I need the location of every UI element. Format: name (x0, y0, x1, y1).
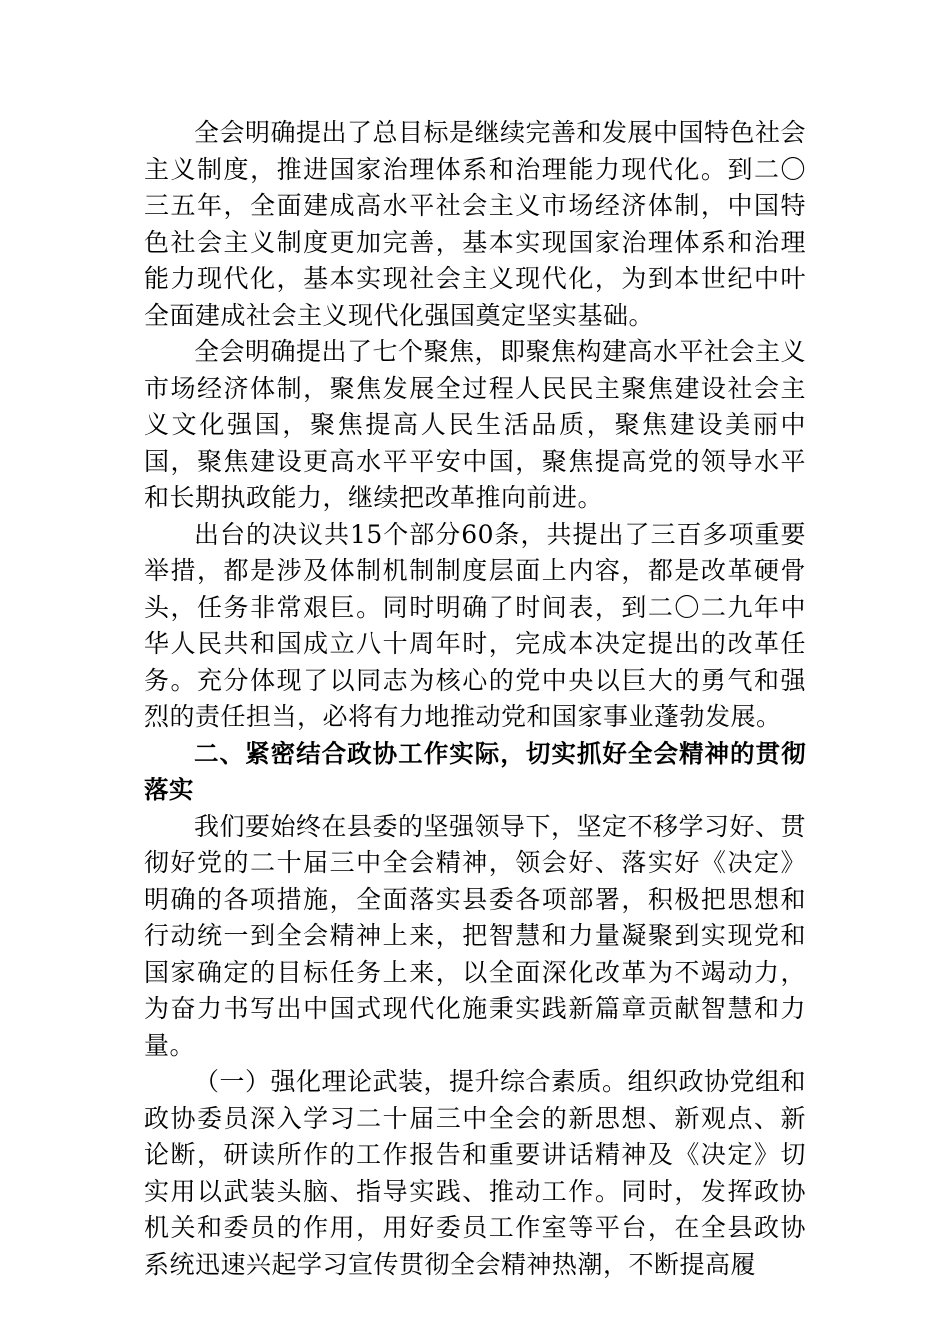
document-page (144, 115, 806, 1283)
paragraph-overall-goal: 全会明确提出了总目标是继续完善和发展中国特色社会主义制度，推进国家治理体系和治理能力现代化。到二〇三五年，全面建成高水平社会主义市场经济体制，中国特色社会主义制度更加完善，基本实现国家治理体系和治理能力现代化，基本实现社会主义现代化，为到本世纪中叶全面建成社会主义现代化强国奠定坚实基础。 (144, 118, 807, 330)
section-heading: 二、紧密结合政协工作实际，切实抓好全会精神的贯彻落实 (144, 738, 806, 804)
paragraph-theory-armament: （一）强化理论武装，提升综合素质。组织政协党组和政协委员深入学习二十届三中全会的新思想、新观点、新论断，研读所作的工作报告和重要讲话精神及《决定》切实用以武装头脑、指导实践、推动工作。同时，发挥政协机关和委员的作用，用好委员工作室等平台，在全县政协系统迅速兴起学习宣传贯彻全会精神热潮，不断提高履 (144, 1067, 807, 1279)
paragraph-seven-focuses: 全会明确提出了七个聚焦，即聚焦构建高水平社会主义市场经济体制，聚焦发展全过程人民民主聚焦建设社会主义文化强国，聚焦提高人民生活品质，聚焦建设美丽中国，聚焦建设更高水平平安中国，聚焦提高党的领导水平和长期执政能力，继续把改革推向前进。 (144, 337, 807, 512)
paragraph-county-leadership: 我们要始终在县委的坚强领导下，坚定不移学习好、贯彻好党的二十届三中全会精神，领会好、落实好《决定》明确的各项措施，全面落实县委各项部署，积极把思想和行动统一到全会精神上来，把智慧和力量凝聚到实现党和国家确定的目标任务上来，以全面深化改革为不竭动力，为奋力书写出中国式现代化施秉实践新篇章贡献智慧和力量。 (144, 811, 807, 1060)
paragraph-resolution-details: 出台的决议共15个部分60条，共提出了三百多项重要举措，都是涉及体制机制制度层面上内容，都是改革硬骨头，任务非常艰巨。同时明确了时间表，到二〇二九年中华人民共和国成立八十周年时，完成本决定提出的改革任务。充分体现了以同志为核心的党中央以巨大的勇气和强烈的责任担当，必将有力地推动党和国家事业蓬勃发展。 (144, 519, 806, 731)
